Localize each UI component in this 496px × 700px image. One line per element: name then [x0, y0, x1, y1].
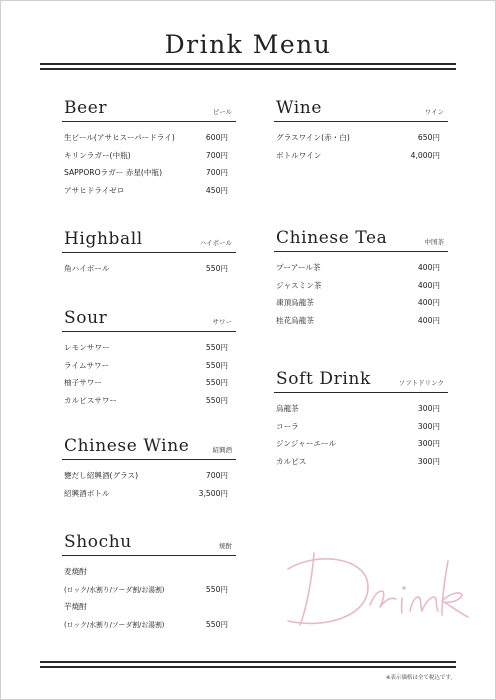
menu-item: [62, 340, 236, 358]
tax-footnote: ※表示価格は全て税込です。: [385, 675, 456, 681]
item-price: 700円: [205, 471, 228, 480]
item-price: 550円: [205, 619, 228, 629]
section-soft-drink: [274, 366, 448, 471]
item-name: 麦焼酎: [64, 567, 87, 576]
section-title: Soft Drink: [276, 369, 371, 389]
item-name: 凍頂烏龍茶: [276, 298, 314, 307]
section-highball: [62, 226, 236, 279]
section-divider: [62, 459, 236, 460]
section-subtitle: 焼酎: [219, 542, 232, 550]
item-name: (ロック/水割り/ソーダ割/お湯割): [64, 585, 165, 594]
menu-item: [274, 130, 448, 148]
menu-item: [274, 436, 448, 454]
section-subtitle: 紹興酒: [212, 446, 232, 454]
section-title: Highball: [64, 229, 143, 249]
item-name: グラスワイン(赤・白): [276, 133, 350, 142]
item-name: コーラ: [276, 421, 299, 431]
item-price: 550円: [205, 343, 228, 352]
item-price: 4,000円: [410, 150, 440, 160]
item-name: キリンラガー(中瓶): [64, 150, 131, 160]
section-subtitle: ビール: [212, 108, 232, 116]
bottom-rule-1: [40, 661, 456, 663]
item-name: アサヒドライゼロ: [64, 185, 125, 195]
section-title: Sour: [64, 308, 108, 328]
menu-item: [62, 130, 236, 148]
section-divider: [274, 251, 448, 252]
menu-item: [62, 358, 236, 376]
menu-item: [274, 278, 448, 296]
item-price: 400円: [417, 280, 440, 290]
item-name: カルピス: [276, 456, 307, 466]
menu-item: [62, 375, 236, 393]
menu-item: [62, 261, 236, 279]
section-subtitle: 中国茶: [424, 238, 444, 246]
item-name: ライムサワー: [64, 360, 110, 370]
menu-item: [62, 564, 236, 582]
item-price: 400円: [417, 315, 440, 325]
item-price: 300円: [417, 404, 440, 413]
menu-item: [62, 183, 236, 201]
section-subtitle: ワイン: [424, 108, 444, 116]
item-price: 600円: [205, 133, 228, 142]
item-name: ジャスミン茶: [276, 280, 322, 290]
menu-item: [274, 313, 448, 331]
item-price: 700円: [205, 150, 228, 160]
menu-item: [62, 468, 236, 486]
item-name: ジンジャーエール: [276, 439, 337, 448]
item-name: 芋焼酎: [64, 602, 87, 611]
menu-item: [274, 148, 448, 166]
section-title: Chinese Tea: [276, 228, 388, 248]
item-name: 生ビール(アサヒスーパードライ): [64, 133, 175, 142]
item-price: 450円: [205, 185, 228, 195]
top-rule-1: [40, 63, 456, 65]
drink-script-decoration: [272, 525, 472, 645]
item-price: 650円: [417, 133, 440, 142]
section-subtitle: サワー: [212, 318, 232, 326]
section-divider: [274, 392, 448, 393]
menu-item: [62, 393, 236, 411]
section-subtitle: ソフトドリンク: [398, 379, 444, 387]
item-price: 3,500円: [198, 488, 228, 498]
item-price: 300円: [417, 456, 440, 466]
menu-item: [274, 454, 448, 472]
section-divider: [62, 555, 236, 556]
menu-item: [62, 165, 236, 183]
item-price: 300円: [417, 439, 440, 448]
item-name: 柚子サワー: [64, 378, 102, 387]
item-name: 甕だし紹興酒(グラス): [64, 471, 139, 480]
menu-item: [62, 148, 236, 166]
menu-item: [274, 401, 448, 419]
menu-title: Drink Menu: [164, 30, 332, 59]
item-name: プーアール茶: [276, 263, 321, 272]
item-price: 550円: [205, 360, 228, 370]
menu-item-note: [62, 582, 236, 600]
item-price: 550円: [205, 378, 228, 387]
section-divider: [62, 252, 236, 253]
item-price: 300円: [417, 421, 440, 431]
section-title: Chinese Wine: [64, 436, 190, 456]
menu-item: [62, 599, 236, 617]
section-chinese-wine: [62, 433, 236, 503]
item-name: 角ハイボール: [64, 264, 110, 273]
section-title: Wine: [276, 98, 323, 118]
menu-item: [62, 486, 236, 504]
item-price: 400円: [417, 298, 440, 307]
section-chinese-tea: [274, 225, 448, 330]
section-divider: [62, 331, 236, 332]
item-name: 紹興酒ボトル: [64, 488, 110, 498]
section-divider: [62, 121, 236, 122]
item-name: 烏龍茶: [276, 404, 299, 413]
item-name: 桂花烏龍茶: [276, 315, 314, 325]
item-name: カルピスサワー: [64, 395, 118, 405]
item-price: 700円: [205, 168, 228, 177]
item-name: (ロック/水割り/ソーダ割/お湯割): [64, 620, 165, 629]
section-title: Shochu: [64, 532, 132, 552]
menu-item-note: [62, 617, 236, 635]
top-rule-2: [40, 68, 456, 70]
section-subtitle: ハイボール: [199, 239, 232, 247]
item-name: SAPPOROラガー 赤星(中瓶): [64, 168, 163, 177]
item-name: ボトルワイン: [276, 150, 322, 160]
menu-item: [274, 295, 448, 313]
section-title: Beer: [64, 98, 108, 118]
item-price: 550円: [205, 584, 228, 594]
item-price: 550円: [205, 264, 228, 273]
bottom-rule-2: [40, 666, 456, 668]
section-shochu: [62, 529, 236, 634]
section-wine: [274, 95, 448, 165]
item-price: 400円: [417, 263, 440, 272]
item-price: 550円: [205, 395, 228, 405]
menu-item: [274, 419, 448, 437]
section-divider: [274, 121, 448, 122]
section-sour: [62, 305, 236, 410]
menu-item: [274, 260, 448, 278]
section-beer: [62, 95, 236, 200]
item-name: レモンサワー: [64, 343, 110, 352]
